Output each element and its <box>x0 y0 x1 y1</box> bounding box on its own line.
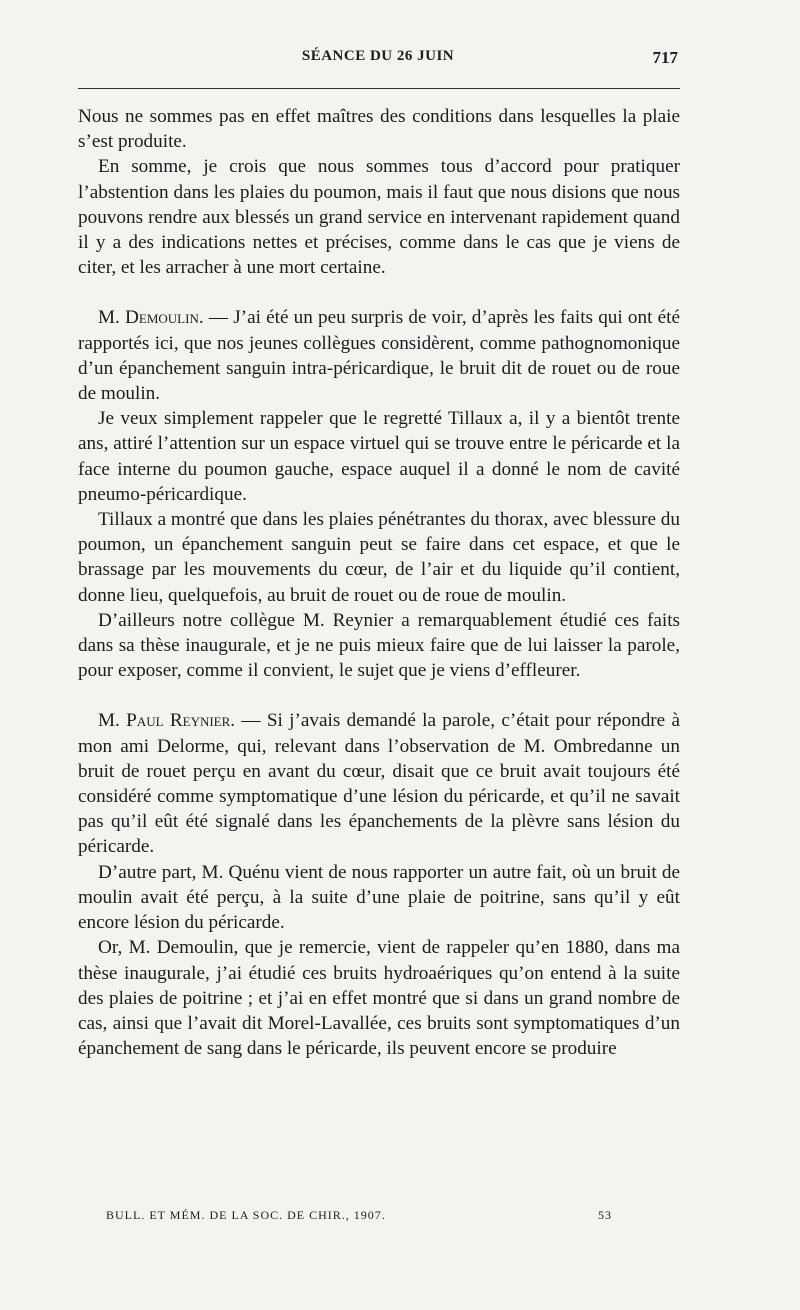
paragraph-6: D’ailleurs notre collègue M. Reynier a remarquablement étudié ces faits dans sa thèse inaugurale, et je ne puis mieux faire que de lui laisser la parole, pour exposer, comme il convient, le sujet que je viens d’effleurer. <box>78 609 680 682</box>
body-text <box>78 104 680 1061</box>
paragraph-9: Or, M. Demoulin, que je remercie, vient de rappeler qu’en 1880, dans ma thèse inaugurale, j’ai étudié ces bruits hydroaériques qu’on entend à la suite des plaies de poitrine ; et j’ai en effet montré que si dans un grand nombre de cas, ainsi que l’avait dit Morel-Lavallée, ces bruits sont symptomatiques d’un épanchement de sang dans le péricarde, ils peuvent encore se produire <box>78 937 680 1060</box>
speaker-name: M. Demoulin. <box>98 307 204 329</box>
journal-citation: BULL. ET MÉM. DE LA SOC. DE CHIR., 1907. <box>106 1208 386 1222</box>
paragraph-4: Je veux simplement rappeler que le regretté Tillaux a, il y a bientôt trente ans, attiré l’attention sur un espace virtuel qui se trouve entre le péricarde et la face interne du poumon gauche, espace auquel il a donné le nom de cavité pneumo-péricardique. <box>78 408 680 505</box>
signature-mark: 53 <box>598 1208 612 1222</box>
speech-text: — Si j’avais demandé la parole, c’était pour répondre à mon ami Delorme, qui, relevant dans l’observation de M. Ombredanne un bruit de rouet perçu en avant du cœur, disait que ce bruit avait toujours été considéré comme symptomatique d’une lésion du péricarde, et qu’il ne savait pas qu’il eût été signalé dans les épanchements de la plèvre sans lésion du péricarde. <box>78 710 681 858</box>
paragraph-7 <box>78 708 680 859</box>
header-rule <box>78 88 680 89</box>
paragraph-1: Nous ne sommes pas en effet maîtres des conditions dans lesquelles la plaie s’est produite. <box>78 106 680 153</box>
paragraph-gap <box>78 683 680 708</box>
speech-text: — J’ai été un peu surpris de voir, d’après les faits qui ont été rapportés ici, que nos jeunes collègues considèrent, comme pathognomonique d’un épanchement sanguin intra-péricardique, le bruit dit de rouet ou de roue de moulin. <box>78 307 680 405</box>
paragraph-5: Tillaux a montré que dans les plaies pénétrantes du thorax, avec blessure du poumon, un épanchement sanguin peut se faire dans cet espace, et que le brassage par les mouvements du cœur, de l’air et du liquide qu’il contient, donne lieu, quelquefois, au bruit de rouet ou de roue de moulin. <box>78 509 680 606</box>
page-header-title: SÉANCE DU 26 JUIN <box>301 48 455 64</box>
paragraph-3 <box>78 305 680 406</box>
paragraph-8: D’autre part, M. Quénu vient de nous rapporter un autre fait, où un bruit de moulin avait été perçu, à la suite d’une plaie de poitrine, sans qu’il y eût encore lésion du péricarde. <box>78 861 680 934</box>
paragraph-gap <box>78 280 680 305</box>
page-footer <box>78 1208 680 1228</box>
page-number: 717 <box>652 48 678 67</box>
speaker-name: M. Paul Reynier. <box>98 710 236 732</box>
running-header <box>78 48 678 74</box>
paragraph-2: En somme, je crois que nous sommes tous d’accord pour pratiquer l’abstention dans les plaies du poumon, mais il faut que nous disions que nous pouvons rendre aux blessés un grand service en intervenant rapidement quand il y a des indications nettes et précises, comme dans le cas que je viens de citer, et les arracher à une mort certaine. <box>78 156 680 279</box>
